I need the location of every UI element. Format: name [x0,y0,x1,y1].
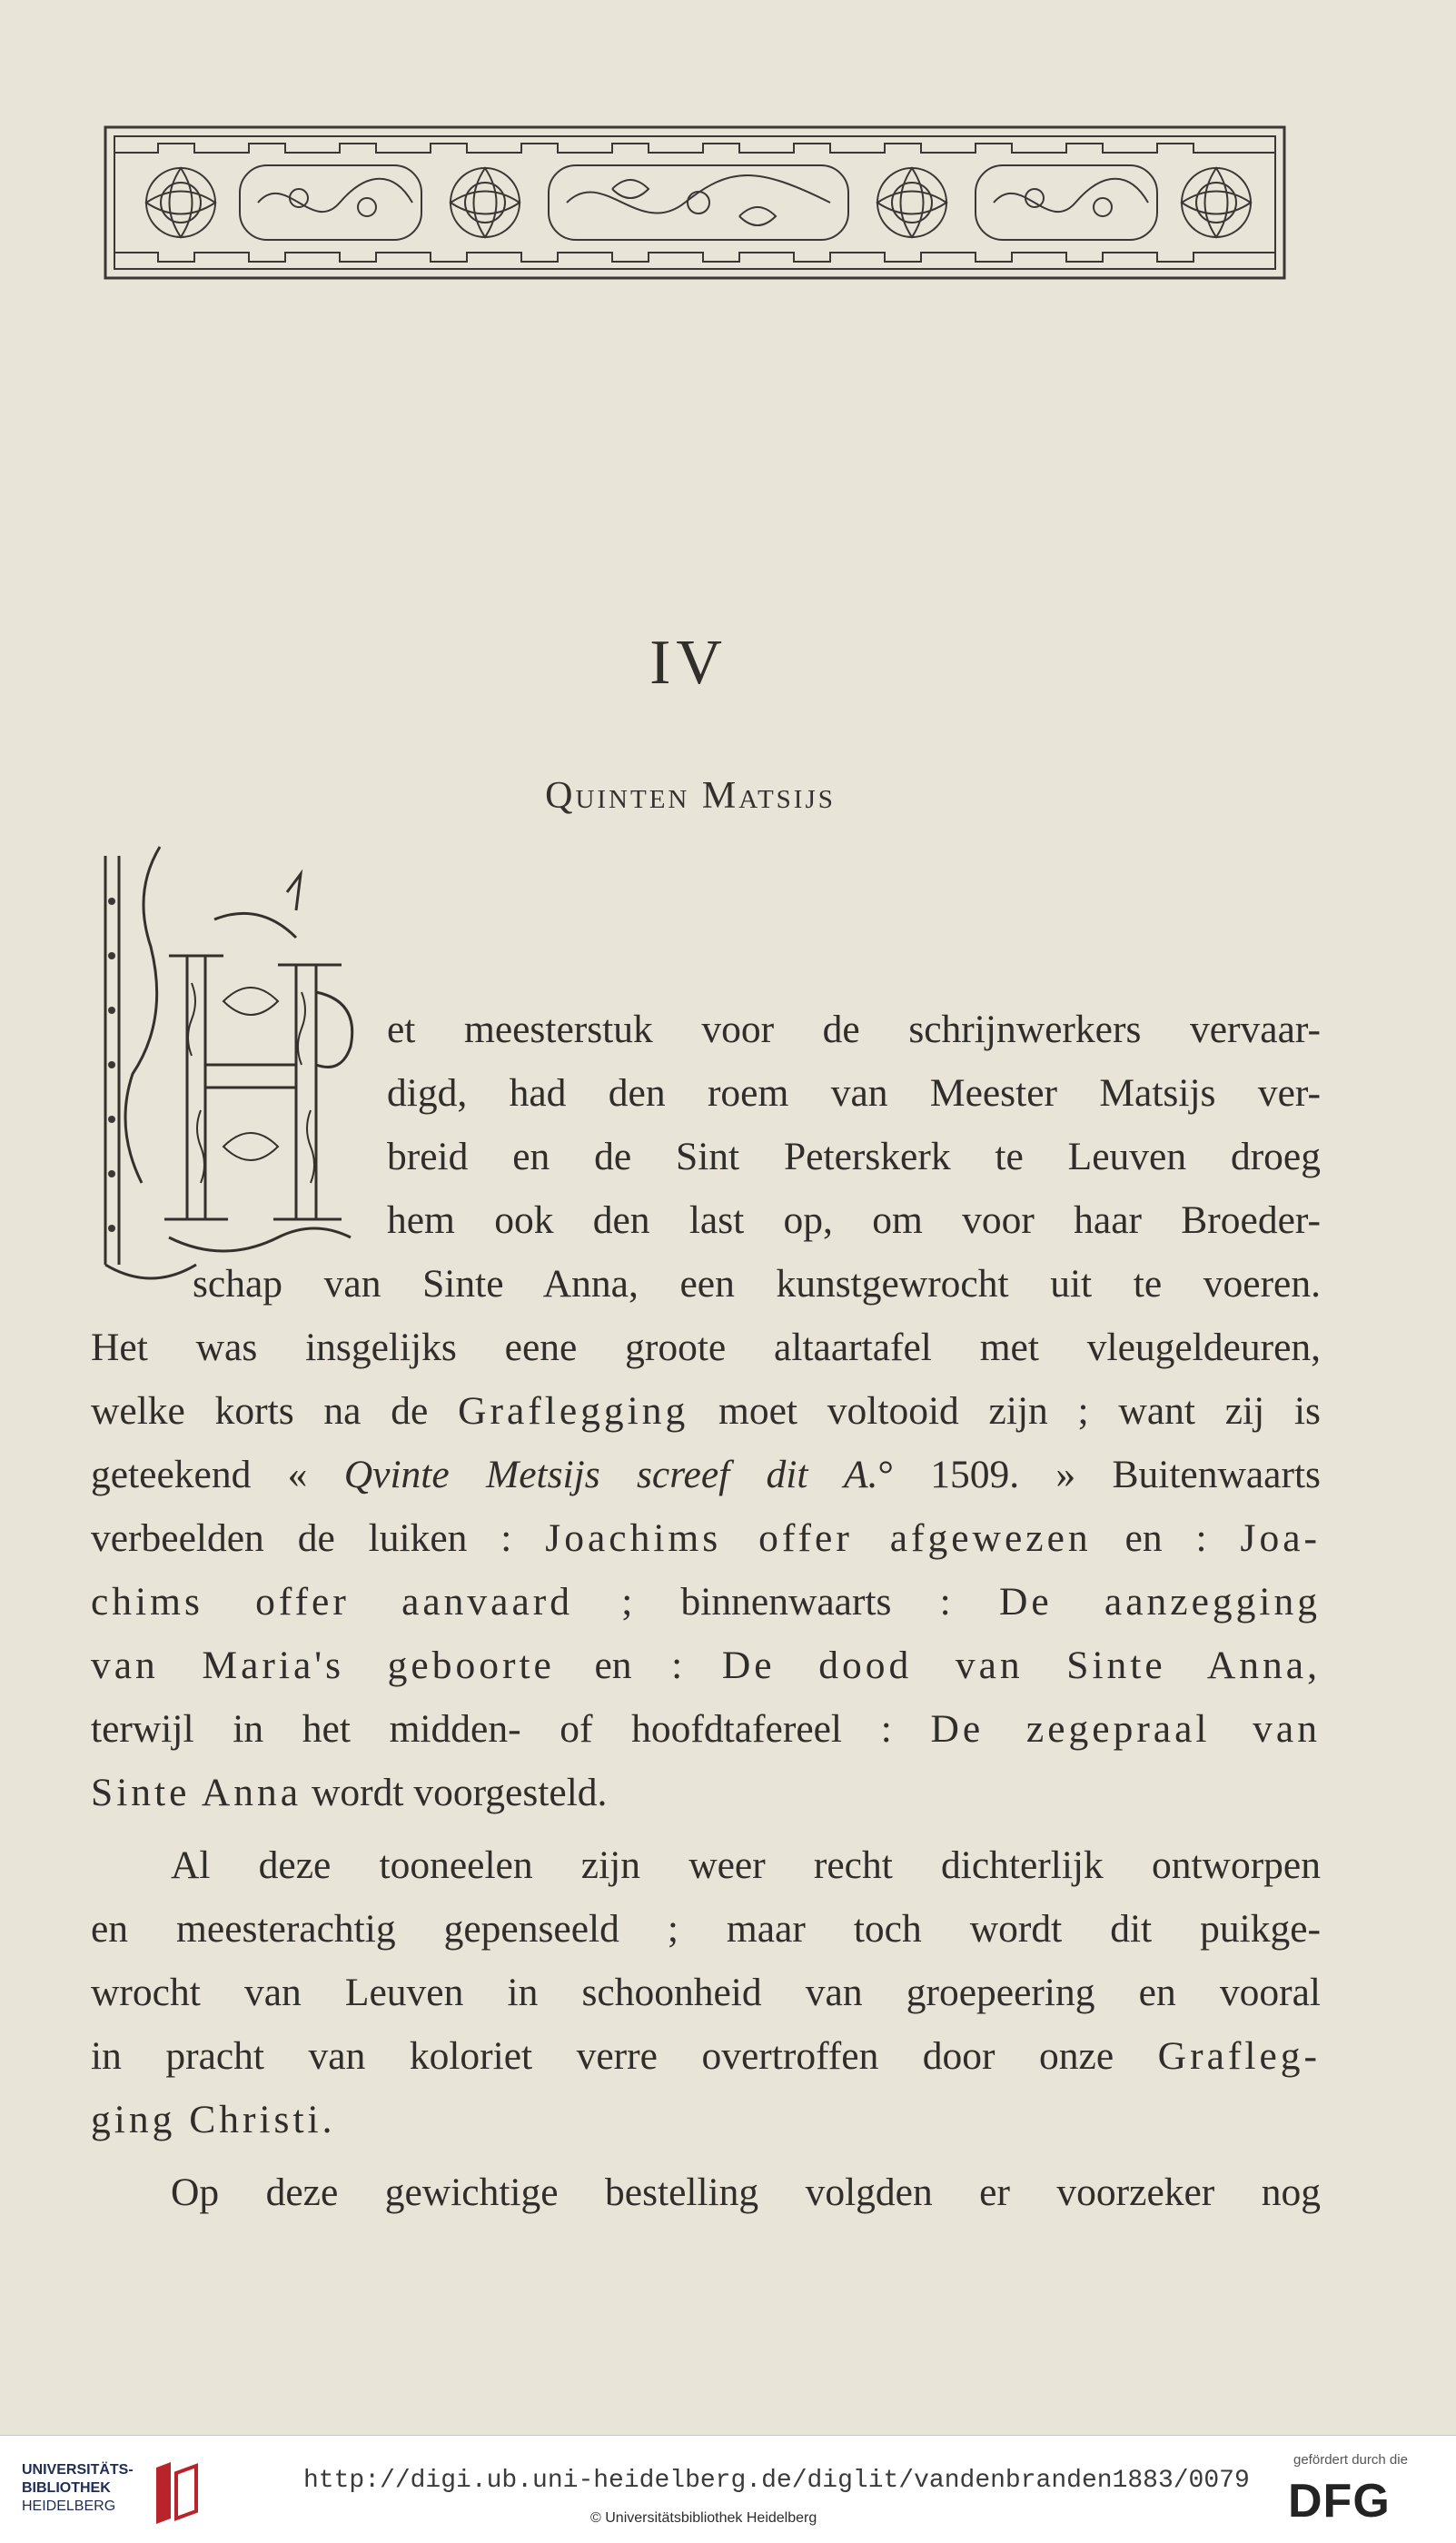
library-mark-icon [149,2459,203,2528]
text-line-10b: ; binnenwaarts : [573,1580,999,1624]
text-line-18: ging Christi. [91,2098,336,2141]
text-line-7a: welke korts na de [91,1389,459,1433]
library-name-line-2: BIBLIOTHEK [22,2480,111,2496]
text-line-7c: moet voltooid zijn ; want zij is [688,1389,1321,1433]
library-name-line-1: UNIVERSITÄTS- [22,2462,134,2478]
text-line-7b: Graflegging [458,1389,689,1433]
text-line-3: breid en de Sint Peterskerk te Leuven droeg [387,1135,1321,1178]
text-line-11a: van Maria's geboorte [91,1644,555,1687]
chapter-number: IV [649,628,728,698]
text-line-13 [91,1773,1321,1813]
text-line-11c: De dood van Sinte Anna, [721,1644,1321,1687]
text-line-4: hem ook den last op, om voor haar Broeder- [387,1198,1321,1242]
text-line-9a: verbeelden de luiken : [91,1516,546,1560]
text-line-9d: Joa- [1240,1516,1321,1560]
text-line-8 [91,1455,1321,1495]
text-line-12b: De zegepraal van [930,1707,1321,1751]
text-line-14: Al deze tooneelen zijn weer recht dichterlijk ontworpen [171,1843,1321,1887]
text-line-16: wrocht van Leuven in schoonheid van groepeering en vooral [91,1971,1321,2014]
text-line-10a: chims offer aanvaard [91,1580,574,1624]
decorated-initial-h [78,838,378,1310]
library-name-line-3: HEIDELBERG [22,2498,116,2514]
text-line-6: Het was insgelijks eene groote altaartafel met vleugeldeuren, [91,1326,1321,1369]
text-line-17a: in pracht van koloriet verre overtroffen door onze [91,2034,1158,2078]
text-line-17b: Grafleg- [1157,2034,1321,2078]
text-line-10c: De aanzegging [998,1580,1321,1624]
text-line-10 [91,1580,1321,1624]
text-line-9c: en : [1091,1516,1241,1560]
text-line-11b: en : [554,1644,722,1687]
text-line-19: Op deze gewichtige bestelling volgden er voorzeker nog [171,2170,1321,2214]
text-line-8c: ° 1509. » Buitenwaarts [877,1453,1321,1496]
text-line-15: en meesterachtig gepenseeld ; maar toch wordt dit puikge- [91,1907,1321,1951]
text-line-9 [91,1516,1321,1560]
sponsor-caption: gefördert durch die [1293,2452,1408,2468]
text-line-17 [91,2034,1321,2078]
text-line-12a: terwijl in het midden- of hoofdtafereel : [91,1707,931,1751]
copyright-notice: © Universitätsbibliothek Heidelberg [590,2510,817,2526]
text-line-13b: wordt voorgesteld. [302,1771,608,1814]
library-logo [22,2461,167,2525]
dfg-logo: DFG [1288,2475,1391,2528]
text-line-5: schap van Sinte Anna, een kunstgewrocht uit te voeren. [193,1262,1321,1306]
text-line-7 [91,1389,1321,1433]
text-line-11 [91,1646,1321,1686]
ornamental-headpiece [104,125,1286,280]
text-line-12 [91,1707,1321,1751]
chapter-title: Quinten Matsijs [545,775,836,817]
text-line-2: digd, had den roem van Meester Matsijs ver- [387,1071,1321,1115]
text-line-8a: geteekend « [91,1453,344,1496]
text-line-9b: Joachims offer afgewezen [545,1516,1092,1560]
permalink-url[interactable]: http://digi.ub.uni-heidelberg.de/diglit/vandenbranden1883/0079 [303,2467,1250,2495]
digitization-footer [0,2435,1456,2543]
text-line-13a: Sinte Anna [91,1771,302,1814]
text-line-8b: Qvinte Metsijs screef dit A. [343,1453,878,1496]
text-line-1: et meesterstuk voor de schrijnwerkers vervaar- [387,1008,1321,1051]
